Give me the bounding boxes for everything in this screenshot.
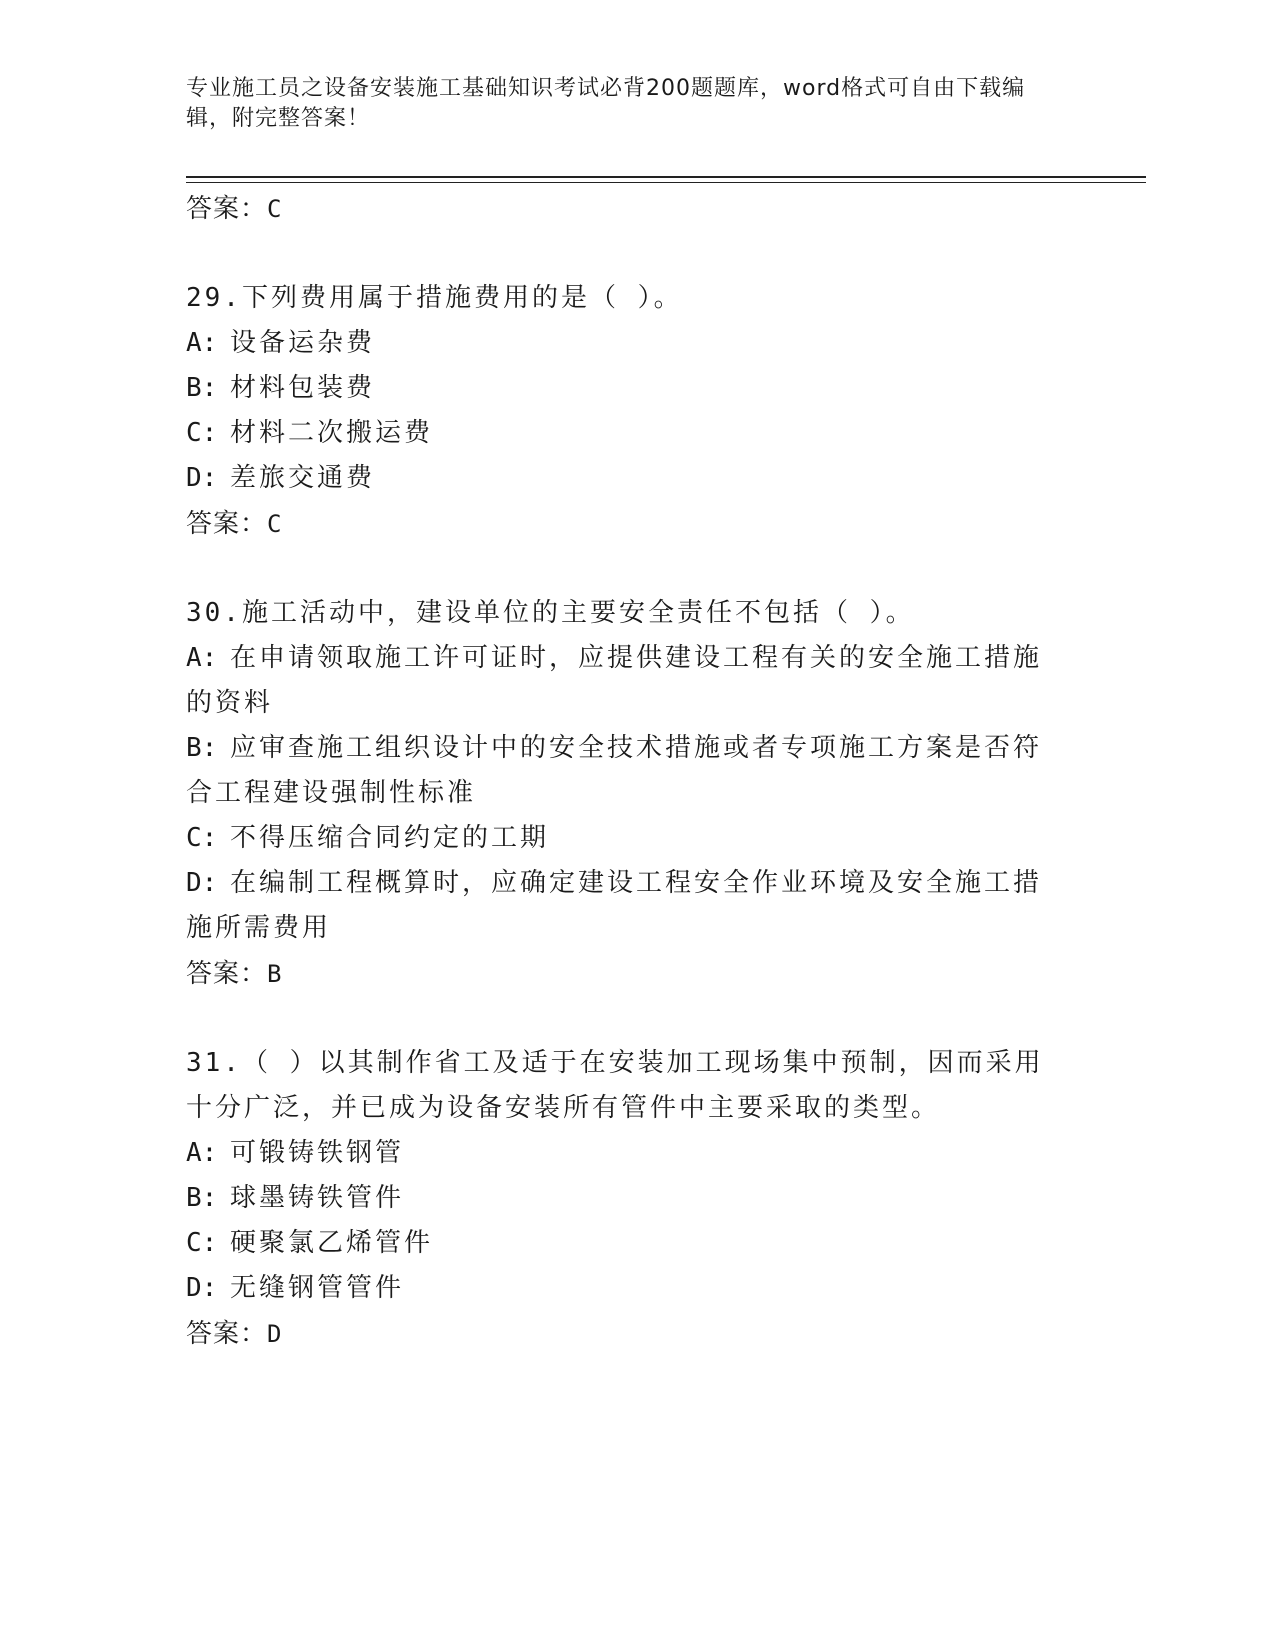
- question-stem: 30.施工活动中，建设单位的主要安全责任不包括（ ）。: [186, 598, 915, 628]
- document-header: [186, 74, 1066, 134]
- option-label: D:: [186, 1273, 218, 1303]
- option-text: 应审查施工组织设计中的安全技术措施或者专项施工方案是否符合工程建设强制性标准: [186, 733, 1043, 808]
- question-option: [186, 726, 1066, 816]
- option-label: D:: [186, 463, 218, 493]
- question-option: [186, 861, 1066, 951]
- question-block: [186, 276, 1066, 547]
- option-text: 设备运杂费: [230, 328, 376, 358]
- option-label: D:: [186, 868, 218, 898]
- header-title: 专业施工员之设备安装施工基础知识考试必背200题题库，word格式可自由下载编辑，附完整答案！: [186, 76, 1026, 131]
- answer-line: [186, 501, 1066, 547]
- answer-value: B: [267, 960, 283, 988]
- option-label: B:: [186, 373, 218, 403]
- option-label: A:: [186, 643, 218, 673]
- option-label: C:: [186, 823, 218, 853]
- option-label: C:: [186, 1228, 218, 1258]
- question-option: [186, 1131, 1066, 1176]
- answer-label: 答案：: [186, 194, 268, 224]
- question-option: [186, 321, 1066, 366]
- answer-line: [186, 1311, 1066, 1357]
- question-option: [186, 816, 1066, 861]
- question-option: [186, 1221, 1066, 1266]
- question-stem: 29.下列费用属于措施费用的是（ ）。: [186, 283, 683, 313]
- option-text: 无缝钢管管件: [230, 1273, 405, 1303]
- question-block: [186, 1041, 1066, 1357]
- question-stem: 31.（ ）以其制作省工及适于在安装加工现场集中预制，因而采用十分广泛，并已成为设备安装所有管件中主要采取的类型。: [186, 1048, 1044, 1123]
- option-label: A:: [186, 1138, 218, 1168]
- answer-label: 答案：: [186, 1319, 268, 1349]
- question-option: [186, 411, 1066, 456]
- answer-label: 答案：: [186, 509, 268, 539]
- question-option: [186, 1176, 1066, 1221]
- option-text: 材料包装费: [230, 373, 376, 403]
- option-text: 在申请领取施工许可证时，应提供建设工程有关的安全施工措施的资料: [186, 643, 1043, 718]
- answer-line: [186, 186, 1066, 232]
- question-block: [186, 591, 1066, 997]
- question-option: [186, 1266, 1066, 1311]
- answer-value: D: [267, 1320, 283, 1348]
- option-label: B:: [186, 733, 218, 763]
- answer-value: C: [267, 195, 283, 223]
- question-list: [186, 186, 1066, 1357]
- option-text: 材料二次搬运费: [230, 418, 434, 448]
- option-label: A:: [186, 328, 218, 358]
- option-label: C:: [186, 418, 218, 448]
- answer-line: [186, 951, 1066, 997]
- question-option: [186, 636, 1066, 726]
- option-text: 不得压缩合同约定的工期: [230, 823, 550, 853]
- answer-value: C: [267, 510, 283, 538]
- option-text: 硬聚氯乙烯管件: [230, 1228, 434, 1258]
- option-text: 差旅交通费: [230, 463, 376, 493]
- option-text: 球墨铸铁管件: [230, 1183, 405, 1213]
- option-text: 在编制工程概算时，应确定建设工程安全作业环境及安全施工措施所需费用: [186, 868, 1043, 943]
- question-option: [186, 456, 1066, 501]
- answer-label: 答案：: [186, 959, 268, 989]
- option-text: 可锻铸铁钢管: [230, 1138, 405, 1168]
- option-label: B:: [186, 1183, 218, 1213]
- question-option: [186, 366, 1066, 411]
- header-divider: [186, 176, 1146, 183]
